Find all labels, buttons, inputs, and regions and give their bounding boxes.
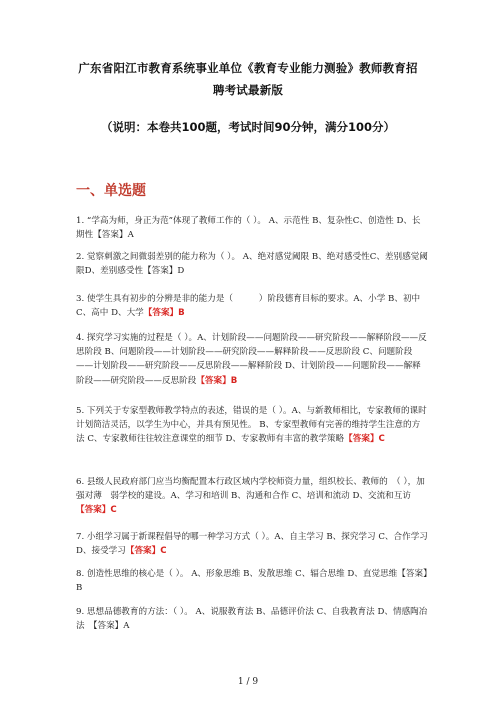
answer-label: 【答案】D xyxy=(143,266,185,277)
question-6 xyxy=(76,475,428,518)
question-text: 5. 下列关于专家型教师教学特点的表述，错误的是（ ）。A、与新教师相比，专家教师的课时计划简洁灵活，以学生为中心，并具有预见性。 B、专家型教师有完善的维持学生注意的方法 C、专家教师往往较注意课堂的细节 D、专家教师有丰富的教学策略 xyxy=(76,406,427,445)
question-8 xyxy=(76,567,428,595)
answer-label: 【答案】B xyxy=(196,375,238,386)
question-text: 1. “学高为师，身正为范”体现了教师工作的（ ）。 A、示范性 B、复杂性C、创造性 D、长期性 xyxy=(76,216,421,241)
document-title-line-2: 聘考试最新版 xyxy=(212,83,284,97)
question-text: 4. 探究学习实施的过程是（ ）。A、计划阶段——问题阶段——研究阶段——解释阶段——反思阶段 B、问题阶段——计划阶段——研究阶段——解释阶段——反思阶段 C、问题阶段——计划阶段——研究阶段——反思阶段——解释阶段 D、计划阶段——问题阶段——解释阶段——研究阶段——反思阶段 xyxy=(76,333,427,386)
question-2 xyxy=(76,250,428,278)
answer-label: 【答案】B xyxy=(143,308,185,319)
question-4 xyxy=(76,331,428,388)
page-number: 1 / 9 xyxy=(237,677,259,687)
answer-label: 【答案】C xyxy=(344,434,385,445)
question-9 xyxy=(76,605,428,633)
question-text: 9. 思想品德教育的方法：（ ）。 A、说服教育法 B、品德评价法 C、自我教育法 D、情感陶冶法 xyxy=(76,607,428,632)
question-7 xyxy=(76,530,428,558)
answer-label: 【答案】A xyxy=(93,230,134,241)
question-3 xyxy=(76,292,428,320)
answer-label: 【答案】B xyxy=(76,569,428,594)
answer-label: 【答案】C xyxy=(76,505,117,516)
answer-label: 【答案】A xyxy=(93,621,130,632)
question-text: 6. 县级人民政府部门应当均衡配置本行政区域内学校师资力量，组织校长、教师的 （ ），加强对薄 弱学校的建设。A、学习和培训 B、沟通和合作 C、培训和流动 D、交流和互访 xyxy=(76,477,425,502)
document-title-line-1: 广东省阳江市教育系统事业单位《教育专业能力测验》教师教育招 xyxy=(78,61,418,75)
question-text: 8. 创造性思维的核心是（ ）。 A、形象思维 B、发散思维 C、辐合思维 D、直觉思维 xyxy=(76,569,398,579)
section-heading: 一、单选题 xyxy=(76,183,146,199)
question-text: 3. 使学生具有初步的分辨是非的能力是（ ）阶段德育目标的要求。A、小学 B、初中 C、高中 D、大学 xyxy=(76,294,421,319)
question-5 xyxy=(76,404,428,447)
question-1 xyxy=(76,214,428,242)
question-text: 7. 小组学习属于新课程倡导的哪一种学习方式（ ）。A、自主学习 B、探究学习 C、合作学习 D、接受学习 xyxy=(76,532,428,557)
answer-label: 【答案】C xyxy=(125,546,167,557)
question-text: 2. 觉察刺激之间微弱差别的能力称为（ ）。 A、绝对感觉阈限 B、绝对感受性C、差别感觉阈限D、差别感受性 xyxy=(76,252,428,277)
exam-instructions: （说明：本卷共100题，考试时间90分钟，满分100分） xyxy=(100,120,395,134)
